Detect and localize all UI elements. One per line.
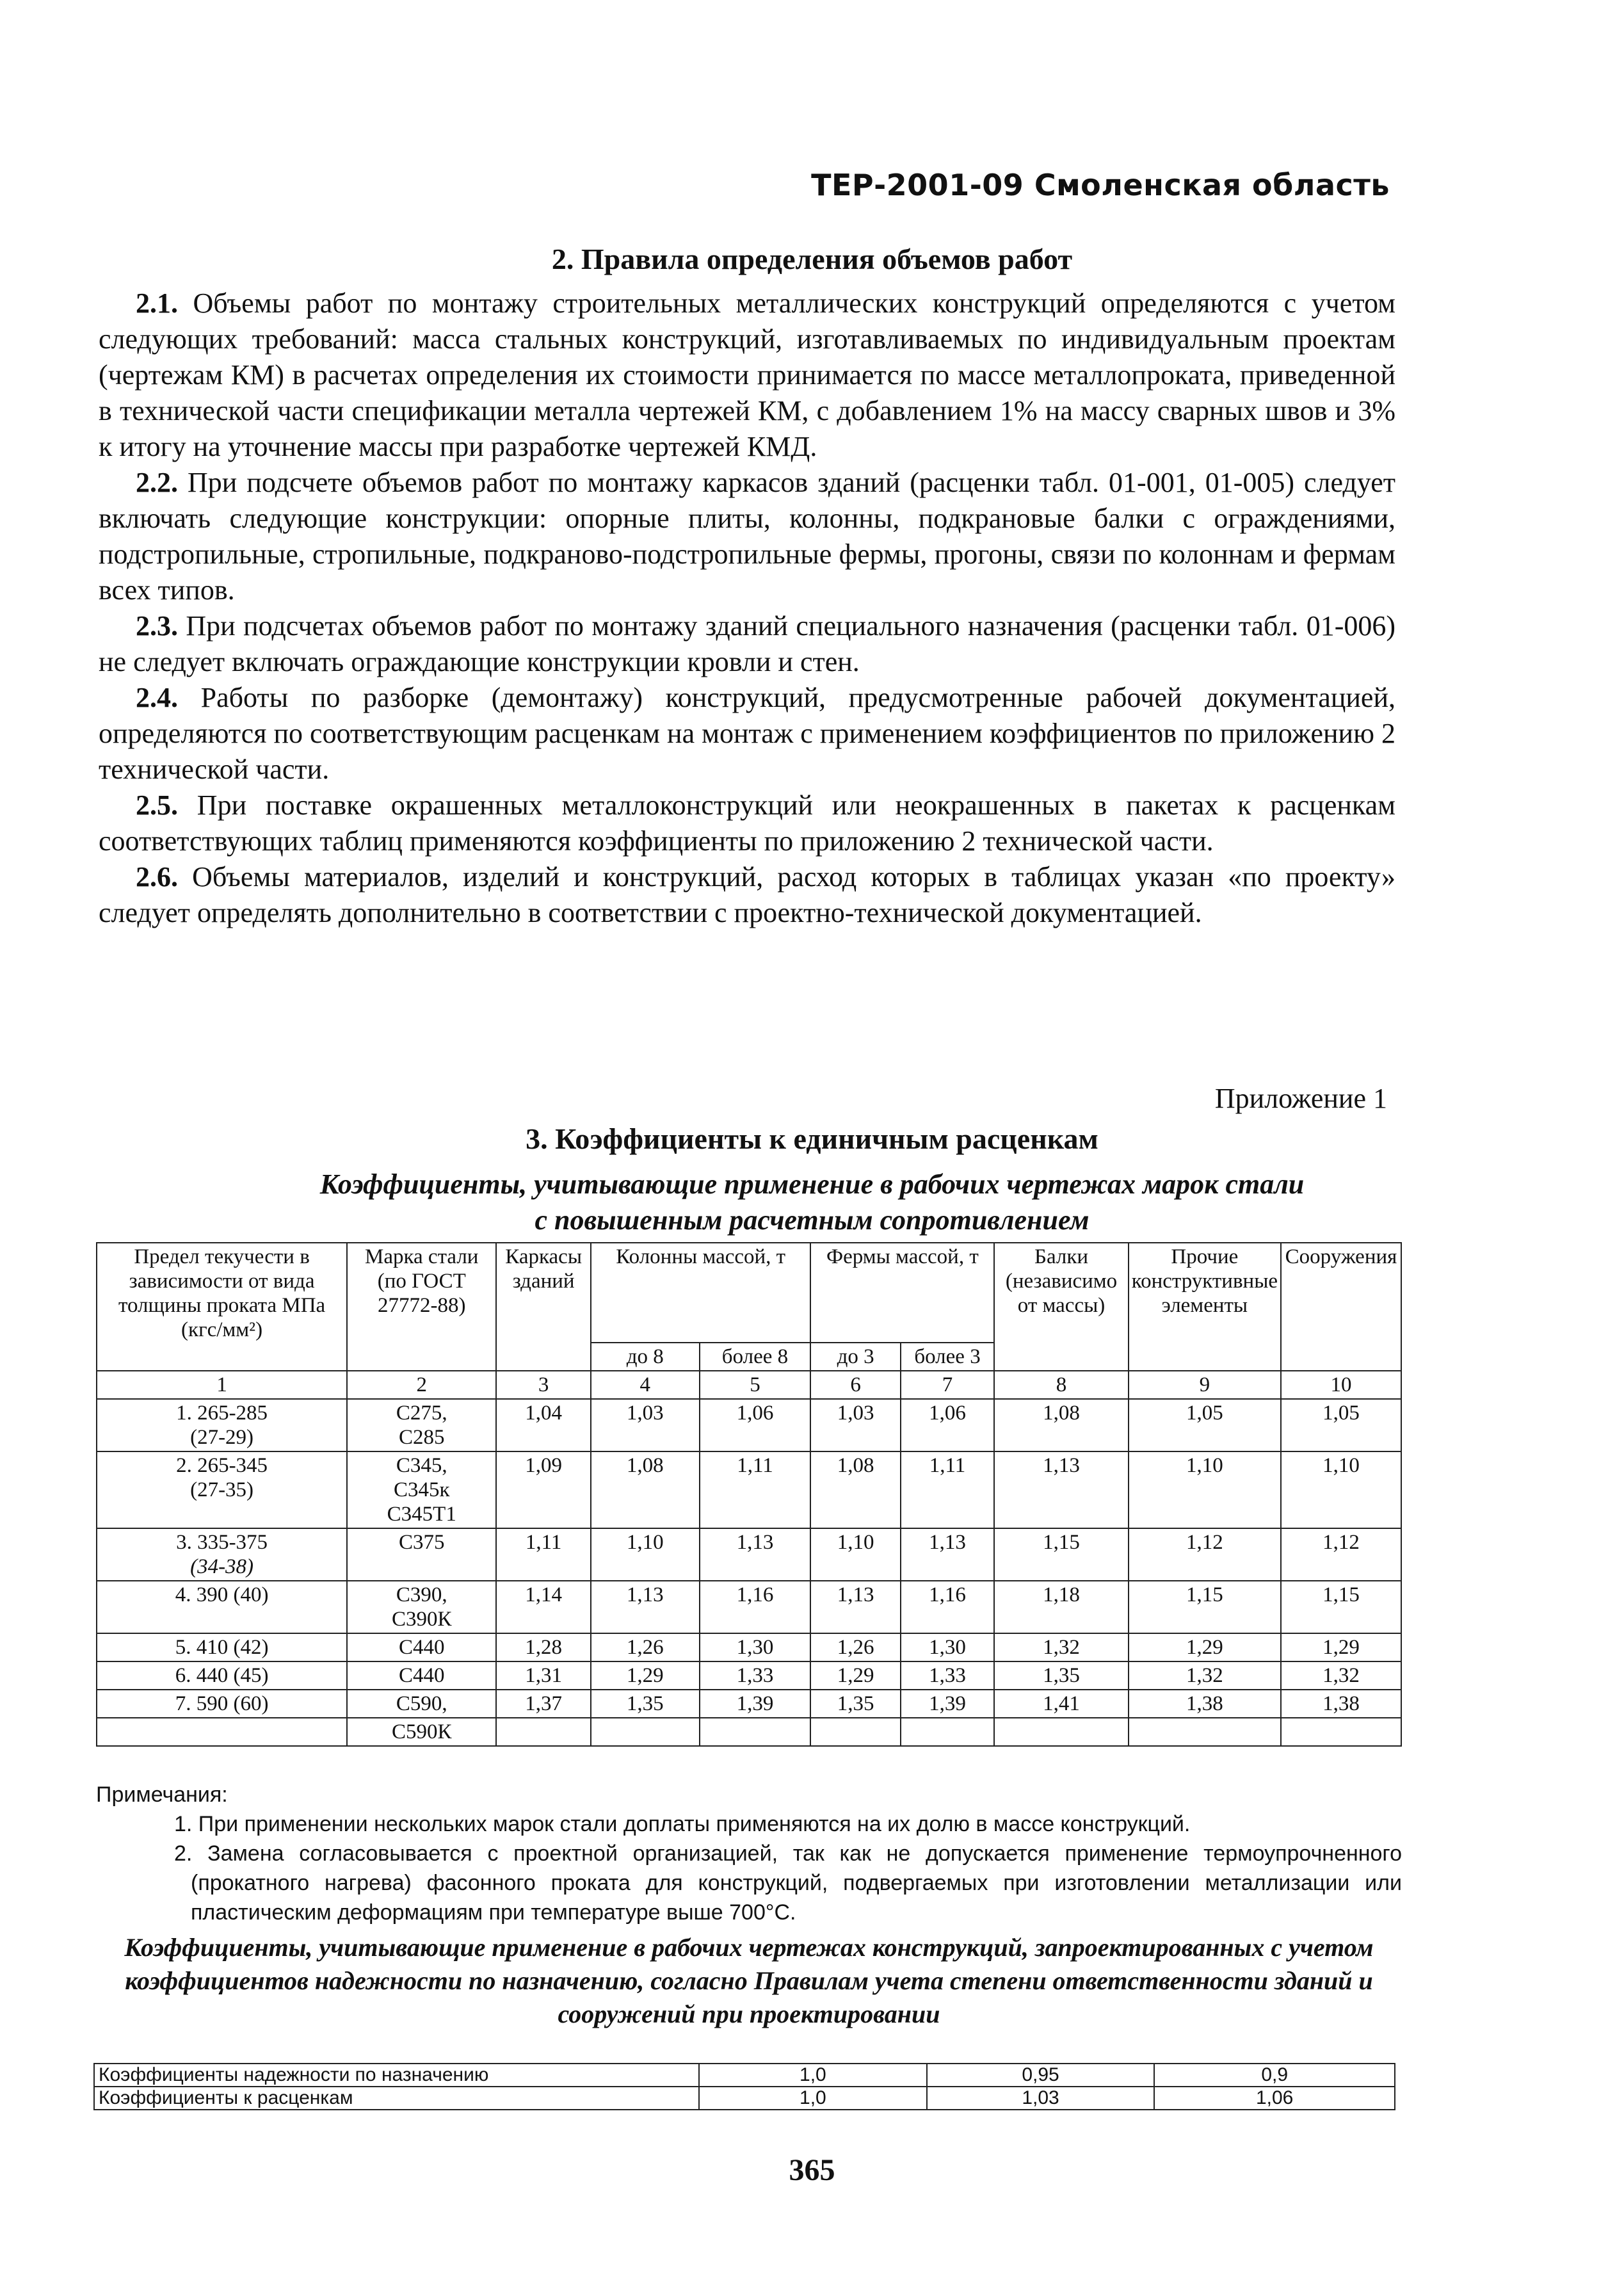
header-other-elements: Прочие конструктивные элементы (1129, 1243, 1281, 1371)
coefficient-cell: 1,31 (496, 1661, 591, 1690)
coefficient-cell: 1,30 (700, 1633, 811, 1661)
paragraph-text: При поставке окрашенных металлоконструкций или неокрашенных в пакетах к расценкам соответствующих таблиц применяются коэффициенты по приложению 2 технической части. (99, 789, 1395, 857)
coefficient-cell: 1,26 (810, 1633, 900, 1661)
yield-limit-cell (97, 1690, 347, 1718)
steel-grade-text: С440 (399, 1664, 445, 1687)
coefficient-cell: 1,05 (1281, 1399, 1401, 1451)
steel-grade-text: С345, (396, 1454, 447, 1477)
table-row (94, 2087, 1395, 2110)
steel-grade-cell (347, 1690, 496, 1718)
paragraph-text: При подсчете объемов работ по монтажу каркасов зданий (расценки табл. 01-001, 01-005) следует включать следующие конструкции: опорные плиты, колонны, подкрановые балки с ограждениями, подстропильные, стропильные, подкраново-подстропильные фермы, прогоны, связи по колоннам и фермам всех типов. (99, 467, 1395, 606)
table-1-title-line-1: Коэффициенты, учитывающие применение в рабочих чертежах марок стали (319, 1168, 1305, 1200)
coefficient-cell: 1,03 (591, 1399, 700, 1451)
column-number: 2 (347, 1371, 496, 1399)
value-cell: 0,9 (1154, 2064, 1395, 2087)
paragraph-2-3 (99, 608, 1395, 680)
coefficient-cell: 1,26 (591, 1633, 700, 1661)
value-cell: 0,95 (927, 2064, 1155, 2087)
column-number: 4 (591, 1371, 700, 1399)
yield-limit-text: 4. 390 (40) (175, 1583, 269, 1606)
header-structures: Сооружения (1281, 1243, 1401, 1371)
coefficient-cell: 1,10 (1129, 1451, 1281, 1528)
yield-limit-text: 3. 335-375 (176, 1531, 268, 1554)
steel-grade-text: С345Т1 (387, 1503, 456, 1526)
header-steel-grade: Марка стали (по ГОСТ 27772-88) (347, 1243, 496, 1371)
subheader-over-8: более 8 (700, 1343, 811, 1371)
coefficient-cell: 1,39 (901, 1690, 995, 1718)
column-number: 5 (700, 1371, 811, 1399)
steel-grade-cell (347, 1399, 496, 1451)
paragraph-number: 2.2. (136, 467, 178, 498)
steel-grade-text: С390, (396, 1583, 447, 1606)
paragraph-number: 2.6. (136, 861, 178, 893)
coefficient-cell: 1,04 (496, 1399, 591, 1451)
table-row (94, 2064, 1395, 2087)
coefficient-cell: 1,35 (994, 1661, 1128, 1690)
yield-limit-text: (27-35) (190, 1478, 254, 1501)
coefficient-cell: 1,11 (901, 1451, 995, 1528)
table-body (97, 1399, 1401, 1718)
note-item: 2. Замена согласовывается с проектной организацией, так как не допускается применение термоупрочненного (прокатного нагрева) фасонного проката для конструкций, подвергаемых при изготовлении металлизации или пластическим деформациям при температуре выше 700°С. (174, 1841, 1402, 1925)
header-frames: Каркасы зданий (496, 1243, 591, 1371)
coefficient-cell: 1,33 (700, 1661, 811, 1690)
coefficient-cell: 1,29 (1129, 1633, 1281, 1661)
subheader-over-3: более 3 (901, 1343, 995, 1371)
column-number: 10 (1281, 1371, 1401, 1399)
reliability-coefficients-table (93, 2063, 1395, 2110)
paragraph-2-4 (99, 680, 1395, 788)
coefficient-cell: 1,10 (591, 1528, 700, 1581)
table-row (97, 1528, 1401, 1581)
paragraph-2-1 (99, 286, 1395, 465)
coefficient-cell: 1,15 (1129, 1581, 1281, 1633)
table-row (97, 1661, 1401, 1690)
yield-limit-text: 6. 440 (45) (175, 1664, 269, 1687)
steel-grade-cell (347, 1451, 496, 1528)
note-item: 1. При применении нескольких марок стали доплаты применяются на их долю в массе конструкций. (174, 1812, 1191, 1836)
paragraph-text: Работы по разборке (демонтажу) конструкций, предусмотренные рабочей документацией, определяются по соответствующим расценкам на монтаж с применением коэффициентов по приложению 2 технической части. (99, 682, 1395, 785)
yield-limit-text: 1. 265-285 (176, 1402, 268, 1425)
coefficient-cell: 1,13 (700, 1528, 811, 1581)
subheader-up-to-8: до 8 (591, 1343, 700, 1371)
section-3-title: 3. Коэффициенты к единичным расценкам (526, 1122, 1098, 1155)
yield-limit-cell (97, 1528, 347, 1581)
coefficient-cell: 1,12 (1281, 1528, 1401, 1581)
steel-grade-text: С375 (399, 1531, 445, 1554)
row-label: Коэффициенты к расценкам (94, 2087, 699, 2110)
yield-limit-cell (97, 1451, 347, 1528)
notes-title: Примечания: (96, 1782, 228, 1807)
coefficient-cell: 1,14 (496, 1581, 591, 1633)
coefficient-cell: 1,03 (810, 1399, 900, 1451)
yield-limit-text: (34-38) (190, 1555, 254, 1578)
header-beams: Балки (независимо от массы) (994, 1243, 1128, 1371)
header-trusses: Фермы массой, т (810, 1243, 994, 1343)
coefficient-cell: 1,28 (496, 1633, 591, 1661)
table-row-last (97, 1718, 1401, 1746)
coefficient-cell: 1,16 (700, 1581, 811, 1633)
steel-grade-text: С390К (391, 1608, 452, 1631)
coefficient-cell: 1,12 (1129, 1528, 1281, 1581)
subheader-up-to-3: до 3 (810, 1343, 900, 1371)
paragraph-number: 2.3. (136, 610, 178, 642)
coefficient-cell: 1,38 (1129, 1690, 1281, 1718)
yield-limit-text: 2. 265-345 (176, 1454, 268, 1477)
paragraph-text: Объемы материалов, изделий и конструкций, расход которых в таблицах указан «по проекту» следует определять дополнительно в соответствии с проектно-технической документацией. (99, 861, 1395, 928)
yield-limit-text: (27-29) (190, 1426, 254, 1449)
paragraph-number: 2.5. (136, 789, 178, 821)
table-row (97, 1633, 1401, 1661)
coefficient-cell: 1,11 (496, 1528, 591, 1581)
column-number: 9 (1129, 1371, 1281, 1399)
coefficient-cell: 1,13 (901, 1528, 995, 1581)
appendix-label: Приложение 1 (1214, 1083, 1387, 1114)
running-header: ТЕР-2001-09 Смоленская область (811, 168, 1390, 202)
value-cell: 1,03 (927, 2087, 1155, 2110)
steel-grade-cell (347, 1633, 496, 1661)
section-2-title: 2. Правила определения объемов работ (551, 243, 1073, 275)
coefficient-cell: 1,32 (994, 1633, 1128, 1661)
coefficient-cell: 1,10 (1281, 1451, 1401, 1528)
table-header-row (97, 1243, 1401, 1343)
paragraph-2-5 (99, 788, 1395, 859)
coefficient-cell: 1,13 (994, 1451, 1128, 1528)
column-number: 3 (496, 1371, 591, 1399)
table-1-title-line-2: с повышенным расчетным сопротивлением (535, 1204, 1089, 1236)
steel-grade-cell (347, 1661, 496, 1690)
steel-grade-cell (347, 1528, 496, 1581)
coefficient-cell: 1,41 (994, 1690, 1128, 1718)
value-cell: 1,0 (699, 2064, 927, 2087)
column-number: 7 (901, 1371, 995, 1399)
coefficient-cell: 1,37 (496, 1690, 591, 1718)
steel-coefficients-table (96, 1242, 1402, 1747)
paragraph-number: 2.4. (136, 682, 178, 713)
coefficient-cell: 1,13 (591, 1581, 700, 1633)
value-cell: 1,0 (699, 2087, 927, 2110)
coefficient-cell: 1,29 (1281, 1633, 1401, 1661)
notes-block (96, 1780, 1402, 1927)
coefficient-cell: 1,38 (1281, 1690, 1401, 1718)
yield-limit-cell (97, 1399, 347, 1451)
steel-grade-text: С345к (393, 1478, 450, 1501)
coefficient-cell: 1,32 (1281, 1661, 1401, 1690)
coefficient-cell: 1,08 (810, 1451, 900, 1528)
coefficient-cell: 1,16 (901, 1581, 995, 1633)
paragraph-text: Объемы работ по монтажу строительных металлических конструкций определяются с учетом следующих требований: масса стальных конструкций, изготавливаемых по индивидуальным проектам (чертежам КМ) в расчетах определения их стоимости принимается по массе металлопроката, приведенной в технической части спецификации металла чертежей КМ, с добавлением 1% на массу сварных швов и 3% к итогу на уточнение массы при разработке чертежей КМД. (99, 287, 1395, 462)
header-columns: Колонны массой, т (591, 1243, 811, 1343)
coefficient-cell: 1,35 (810, 1690, 900, 1718)
coefficient-cell: 1,29 (810, 1661, 900, 1690)
coefficient-cell: 1,15 (994, 1528, 1128, 1581)
table-2-title: Коэффициенты, учитывающие применение в рабочих чертежах конструкций, запроектированных с учетом коэффициентов надежности по назначению, согласно Правилам учета степени ответственности зданий и сооружений при проектировании (124, 1933, 1374, 2028)
coefficient-cell: 1,08 (591, 1451, 700, 1528)
row-label: Коэффициенты надежности по назначению (94, 2064, 699, 2087)
section-2-body (99, 286, 1395, 931)
table-row (97, 1399, 1401, 1451)
paragraph-text: При подсчетах объемов работ по монтажу зданий специального назначения (расценки табл. 01-006) не следует включать ограждающие конструкции кровли и стен. (99, 610, 1395, 677)
yield-limit-cell (97, 1581, 347, 1633)
value-cell: 1,06 (1154, 2087, 1395, 2110)
coefficient-cell: 1,30 (901, 1633, 995, 1661)
coefficient-cell: 1,13 (810, 1581, 900, 1633)
yield-limit-cell (97, 1633, 347, 1661)
yield-limit-text: 7. 590 (60) (175, 1692, 269, 1715)
steel-grade-text: С590, (396, 1692, 447, 1715)
coefficient-cell: 1,06 (901, 1399, 995, 1451)
paragraph-2-6 (99, 859, 1395, 931)
paragraph-number: 2.1. (136, 287, 178, 319)
coefficient-cell: 1,06 (700, 1399, 811, 1451)
table-row (97, 1451, 1401, 1528)
steel-grade-text: С440 (399, 1636, 445, 1659)
coefficient-cell: 1,39 (700, 1690, 811, 1718)
steel-grade-text: С285 (399, 1426, 445, 1449)
coefficient-cell: 1,35 (591, 1690, 700, 1718)
header-yield-limit: Предел текучести в зависимости от вида толщины проката МПа (кгс/мм²) (97, 1243, 347, 1371)
yield-limit-cell (97, 1718, 347, 1746)
coefficient-cell: 1,08 (994, 1399, 1128, 1451)
coefficient-cell: 1,05 (1129, 1399, 1281, 1451)
coefficient-cell: 1,29 (591, 1661, 700, 1690)
coefficient-cell: 1,32 (1129, 1661, 1281, 1690)
yield-limit-cell (97, 1661, 347, 1690)
column-number: 8 (994, 1371, 1128, 1399)
yield-limit-text: 5. 410 (42) (175, 1636, 269, 1659)
coefficient-cell: 1,15 (1281, 1581, 1401, 1633)
column-number: 6 (810, 1371, 900, 1399)
coefficient-cell: 1,18 (994, 1581, 1128, 1633)
column-number-row (97, 1371, 1401, 1399)
coefficient-cell: 1,11 (700, 1451, 811, 1528)
coefficient-cell: 1,33 (901, 1661, 995, 1690)
paragraph-2-2 (99, 465, 1395, 608)
coefficient-cell: 1,10 (810, 1528, 900, 1581)
coefficient-cell: 1,09 (496, 1451, 591, 1528)
page-number: 365 (789, 2153, 835, 2187)
column-number: 1 (97, 1371, 347, 1399)
steel-grade-cell: С590К (347, 1718, 496, 1746)
table-row (97, 1581, 1401, 1633)
steel-grade-text: С275, (396, 1402, 447, 1425)
steel-grade-cell (347, 1581, 496, 1633)
table-row (97, 1690, 1401, 1718)
